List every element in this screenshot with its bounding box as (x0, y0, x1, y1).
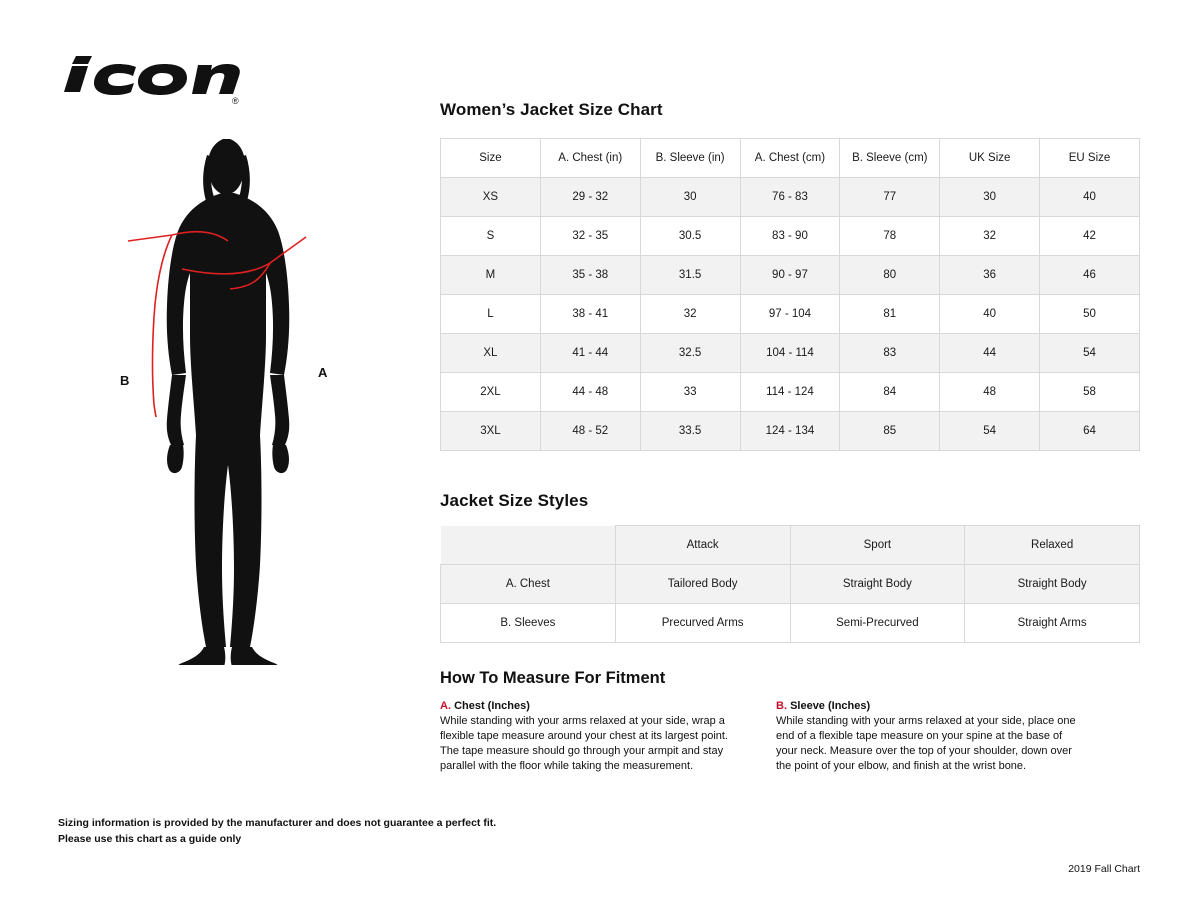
cell-size: S (441, 217, 541, 256)
table-row (441, 373, 1140, 412)
styles-cell: Straight Body (790, 565, 965, 604)
how-to-chest-heading (440, 700, 740, 712)
size-chart-title: Women’s Jacket Size Chart (440, 100, 663, 119)
cell-sleeve-cm: 77 (840, 178, 940, 217)
cell-sleeve-cm: 78 (840, 217, 940, 256)
table-header-row (441, 139, 1140, 178)
cell-chest-cm: 76 - 83 (740, 178, 840, 217)
callout-label-b: B (120, 373, 130, 388)
table-row (441, 295, 1140, 334)
cell-chest-in: 44 - 48 (540, 373, 640, 412)
styles-cell: Semi-Precurved (790, 604, 965, 643)
cell-sleeve-in: 33.5 (640, 412, 740, 451)
styles-header-attack: Attack (615, 526, 790, 565)
cell-uk-size: 32 (940, 217, 1040, 256)
cell-sleeve-in: 30 (640, 178, 740, 217)
styles-header-row (441, 526, 1140, 565)
disclaimer-line-2: Please use this chart as a guide only (58, 832, 242, 845)
styles-header-sport: Sport (790, 526, 965, 565)
measurement-figure (110, 135, 400, 665)
cell-sleeve-cm: 81 (840, 295, 940, 334)
sleeve-heading-text: Sleeve (Inches) (790, 700, 871, 712)
cell-size: XS (441, 178, 541, 217)
cell-eu-size: 50 (1040, 295, 1140, 334)
cell-uk-size: 40 (940, 295, 1040, 334)
cell-size: M (441, 256, 541, 295)
cell-sleeve-cm: 83 (840, 334, 940, 373)
sleeve-mark: B. (776, 700, 787, 712)
female-silhouette-icon (110, 135, 400, 665)
column-header: UK Size (940, 139, 1040, 178)
chart-season-stamp: 2019 Fall Chart (1068, 863, 1140, 875)
registered-mark: ® (232, 96, 239, 106)
cell-eu-size: 64 (1040, 412, 1140, 451)
how-to-measure-sleeve (776, 700, 1076, 773)
callout-label-a: A (318, 365, 328, 380)
styles-title: Jacket Size Styles (440, 491, 589, 510)
cell-eu-size: 40 (1040, 178, 1140, 217)
cell-chest-cm: 83 - 90 (740, 217, 840, 256)
table-row (441, 334, 1140, 373)
styles-cell: Straight Body (965, 565, 1140, 604)
styles-cell: Tailored Body (615, 565, 790, 604)
how-to-sleeve-heading (776, 700, 1076, 712)
table-row (441, 412, 1140, 451)
styles-header-blank (441, 526, 616, 565)
jacket-size-styles-table (440, 525, 1140, 643)
womens-jacket-size-table (440, 138, 1140, 451)
cell-eu-size: 54 (1040, 334, 1140, 373)
styles-row-label: A. Chest (441, 565, 616, 604)
cell-chest-cm: 114 - 124 (740, 373, 840, 412)
styles-cell: Precurved Arms (615, 604, 790, 643)
content-column (440, 100, 1140, 773)
cell-size: 3XL (441, 412, 541, 451)
styles-row-label: B. Sleeves (441, 604, 616, 643)
cell-chest-cm: 97 - 104 (740, 295, 840, 334)
column-header: EU Size (1040, 139, 1140, 178)
cell-sleeve-in: 32 (640, 295, 740, 334)
cell-sleeve-in: 33 (640, 373, 740, 412)
cell-size: L (441, 295, 541, 334)
icon-wordmark-icon (58, 52, 248, 110)
cell-size: XL (441, 334, 541, 373)
cell-chest-in: 38 - 41 (540, 295, 640, 334)
column-header: A. Chest (in) (540, 139, 640, 178)
cell-chest-cm: 124 - 134 (740, 412, 840, 451)
cell-eu-size: 42 (1040, 217, 1140, 256)
how-to-measure-section (440, 669, 1140, 773)
styles-row (441, 565, 1140, 604)
cell-uk-size: 48 (940, 373, 1040, 412)
how-to-chest-body: While standing with your arms relaxed at your side, wrap a flexible tape measure around your chest at its largest point. The tape measure should go through your armpit and stay parallel with the floor while taking the measurement. (440, 715, 728, 772)
how-to-measure-chest (440, 700, 740, 773)
cell-sleeve-cm: 84 (840, 373, 940, 412)
chest-mark: A. (440, 700, 451, 712)
how-to-measure-title: How To Measure For Fitment (440, 669, 666, 687)
cell-uk-size: 30 (940, 178, 1040, 217)
cell-sleeve-cm: 85 (840, 412, 940, 451)
column-header: B. Sleeve (in) (640, 139, 740, 178)
disclaimer (58, 816, 496, 848)
column-header: B. Sleeve (cm) (840, 139, 940, 178)
table-row (441, 256, 1140, 295)
cell-chest-in: 48 - 52 (540, 412, 640, 451)
styles-header-relaxed: Relaxed (965, 526, 1140, 565)
cell-sleeve-cm: 80 (840, 256, 940, 295)
cell-uk-size: 54 (940, 412, 1040, 451)
how-to-sleeve-body: While standing with your arms relaxed at your side, place one end of a flexible tape measure on your spine at the base of your neck. Measure over the top of your shoulder, down over the point of your elbow, and finish at the wrist bone. (776, 715, 1076, 772)
cell-sleeve-in: 31.5 (640, 256, 740, 295)
cell-uk-size: 44 (940, 334, 1040, 373)
column-header: Size (441, 139, 541, 178)
cell-size: 2XL (441, 373, 541, 412)
cell-chest-in: 35 - 38 (540, 256, 640, 295)
cell-chest-cm: 90 - 97 (740, 256, 840, 295)
chest-heading-text: Chest (Inches) (454, 700, 530, 712)
cell-chest-in: 32 - 35 (540, 217, 640, 256)
cell-chest-in: 41 - 44 (540, 334, 640, 373)
brand-logo (58, 52, 248, 110)
disclaimer-line-1: Sizing information is provided by the manufacturer and does not guarantee a perfect fit. (58, 817, 497, 829)
cell-sleeve-in: 32.5 (640, 334, 740, 373)
cell-sleeve-in: 30.5 (640, 217, 740, 256)
table-row (441, 217, 1140, 256)
cell-chest-cm: 104 - 114 (740, 334, 840, 373)
table-row (441, 178, 1140, 217)
cell-eu-size: 58 (1040, 373, 1140, 412)
cell-eu-size: 46 (1040, 256, 1140, 295)
styles-row (441, 604, 1140, 643)
column-header: A. Chest (cm) (740, 139, 840, 178)
cell-chest-in: 29 - 32 (540, 178, 640, 217)
cell-uk-size: 36 (940, 256, 1040, 295)
styles-cell: Straight Arms (965, 604, 1140, 643)
